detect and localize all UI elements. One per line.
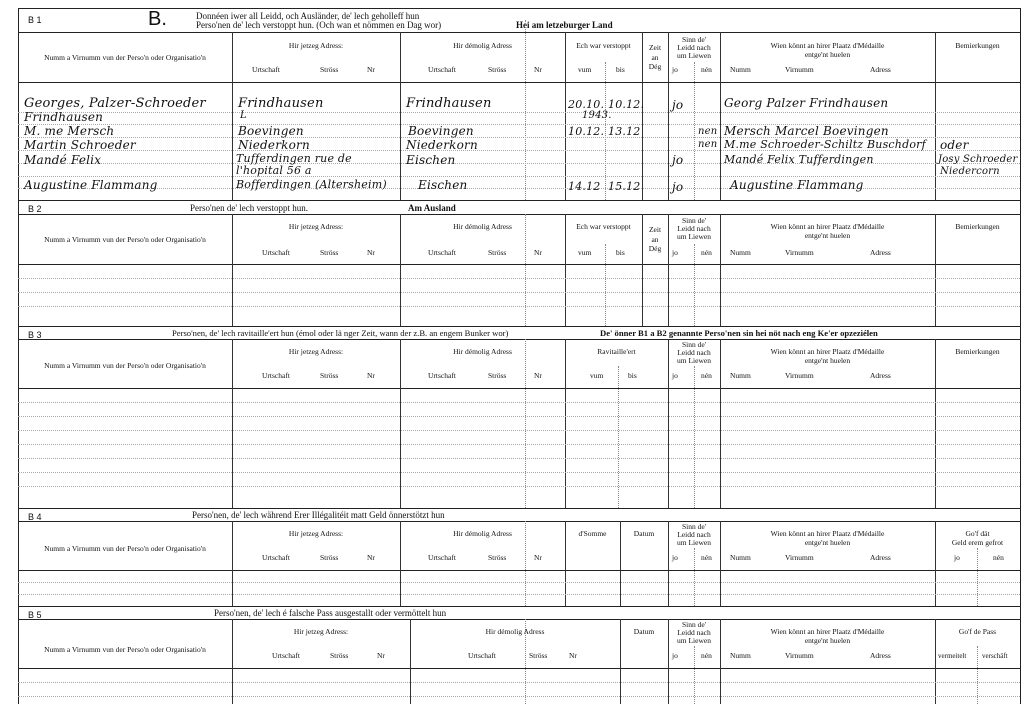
b1-entry: 15.12 xyxy=(608,180,641,193)
b3-col xyxy=(525,339,526,508)
b4-numm: Numm xyxy=(730,553,751,562)
b1-name-header: Numm a Virnumm vun der Perso'n oder Organisatio'n xyxy=(44,53,206,62)
b3-header-rule xyxy=(18,339,1020,340)
b1-entry: l'hopital 56 a xyxy=(236,164,312,177)
b1-entry: Eischen xyxy=(406,153,456,167)
b1-entry: Georges, Palzer-Schroeder xyxy=(24,96,206,111)
b1-col xyxy=(605,62,606,200)
b1-entry: Boevingen xyxy=(238,124,304,138)
b4-bottom-rule xyxy=(18,606,1020,607)
b1-zeit: an xyxy=(651,53,659,62)
b2-nr: Nr xyxy=(367,248,375,257)
b1-subheader-rule xyxy=(18,82,1020,83)
b1-entry: 14.12 xyxy=(568,180,601,193)
b1-former-address-header: Hir démolig Adress xyxy=(453,41,512,50)
b1-col xyxy=(935,32,936,200)
b2-zeit: Dég xyxy=(648,244,662,253)
b3-label: B 3 xyxy=(28,330,42,340)
b2-urtschaft: Urtschaft xyxy=(428,248,456,257)
b2-title-where: Am Ausland xyxy=(408,203,456,213)
b1-entry: Boevingen xyxy=(408,124,474,138)
b4-subheader-rule xyxy=(18,570,1020,571)
b1-bemierkungen: Bemierkungen xyxy=(955,41,1000,50)
b1-title-line2: Perso'nen de' lech verstoppt hun. (Och wan et nömmen en Dag wor) xyxy=(196,20,442,30)
b4-former: Hir démolig Adress xyxy=(453,529,512,538)
b4-sinn: Sinn de' xyxy=(681,522,707,531)
b1-entry: 20.10. xyxy=(568,98,605,111)
b2-stross: Ströss xyxy=(488,248,507,257)
b1-col xyxy=(694,62,695,200)
b1-medal: entge'nt huelen xyxy=(804,50,851,59)
b3-subheader-rule xyxy=(18,388,1020,389)
b1-entry: Tufferdingen rue de xyxy=(236,152,352,165)
b3-vum: vum xyxy=(590,371,604,380)
b1-entry: Bofferdingen (Altersheim) xyxy=(236,178,387,191)
b3-current: Hir jetzeg Adress: xyxy=(288,347,344,356)
b3-virnumm: Virnumm xyxy=(785,371,814,380)
b1-top-rule xyxy=(18,8,1020,9)
b3-rowline xyxy=(18,458,1020,459)
b5-vermeitelt: vermeitelt xyxy=(938,652,967,660)
b1-entry: 1943. xyxy=(582,110,612,121)
b2-numm: Numm xyxy=(730,248,751,257)
b5-datum: Datum xyxy=(633,627,655,636)
b2-bottom-rule xyxy=(18,326,1020,327)
b2-bis: bis xyxy=(616,248,625,257)
b3-former: Hir démolig Adress xyxy=(453,347,512,356)
b3-nr: Nr xyxy=(534,371,542,380)
b4-rowline xyxy=(18,582,1020,583)
b3-urtschaft: Urtschaft xyxy=(262,371,290,380)
b3-title-note: De' önner B1 a B2 genannte Perso'nen sin hei nöt nach eng Ke'er opzeziélen xyxy=(600,328,878,338)
b4-medal: Wien könnt an hirer Plaatz d'Médaille xyxy=(770,529,885,538)
b5-sinn: um Liewen xyxy=(677,636,711,645)
b4-gof-jo: jo xyxy=(954,553,960,562)
b5-stross: Ströss xyxy=(330,651,349,660)
b2-subheader-rule xyxy=(18,264,1020,265)
b2-header-rule xyxy=(18,214,1020,215)
b3-rowline xyxy=(18,486,1020,487)
b1-entry: 13.12 xyxy=(608,125,641,138)
b1-urtschaft: Urtschaft xyxy=(428,65,456,74)
b1-rowline xyxy=(18,176,1020,177)
b5-header-rule xyxy=(18,619,1020,620)
b1-entry: Frindhausen xyxy=(406,96,492,111)
b2-rowline xyxy=(18,306,1020,307)
b1-entry: jo xyxy=(672,98,684,112)
b4-label: B 4 xyxy=(28,512,42,522)
b1-col xyxy=(232,32,233,200)
b4-somme: d'Somme xyxy=(578,529,607,538)
b5-numm: Numm xyxy=(730,651,751,660)
b2-adress: Adress xyxy=(870,248,891,257)
b1-entry: 10.12. xyxy=(568,125,605,138)
b3-nr: Nr xyxy=(367,371,375,380)
b1-col xyxy=(565,32,566,200)
b5-urtschaft: Urtschaft xyxy=(468,651,496,660)
b3-bottom-rule xyxy=(18,508,1020,509)
b5-gof-pass: Go'f de Pass xyxy=(958,627,997,636)
b4-title: Perso'nen, de' lech während Erer Illégalitéit matt Geld önnerstötzt hun xyxy=(192,510,445,520)
b2-stross: Ströss xyxy=(320,248,339,257)
b4-gof: Geld erem gefrot xyxy=(951,538,1004,547)
b3-col xyxy=(565,339,566,508)
b4-name-header: Numm a Virnumm vun der Perso'n oder Organisatio'n xyxy=(44,544,206,553)
b3-ravitailleert: Ravitaille'ert xyxy=(597,347,636,356)
b1-header-rule xyxy=(18,32,1020,33)
b1-title-where: Hei am letzeburger Land xyxy=(516,20,613,30)
b5-urtschaft: Urtschaft xyxy=(272,651,300,660)
b1-numm: Numm xyxy=(730,65,751,74)
b4-urtschaft: Urtschaft xyxy=(428,553,456,562)
b1-stross: Ströss xyxy=(488,65,507,74)
b3-rowline xyxy=(18,430,1020,431)
b4-medal: entge'nt huelen xyxy=(804,538,851,547)
b4-col xyxy=(694,548,695,606)
b1-entry: Niederkorn xyxy=(238,138,310,152)
b1-entry: Josy Schroeder xyxy=(938,154,1018,165)
b3-medal: entge'nt huelen xyxy=(804,356,851,365)
b2-nen: nén xyxy=(701,248,712,257)
b1-entry: jo xyxy=(672,153,684,167)
b3-urtschaft: Urtschaft xyxy=(428,371,456,380)
b2-medal: entge'nt huelen xyxy=(804,231,851,240)
b4-gof-nen: nén xyxy=(993,553,1004,562)
b2-virnumm: Virnumm xyxy=(785,248,814,257)
b3-rowline xyxy=(18,402,1020,403)
form-right-border xyxy=(1020,8,1021,704)
b1-vum: vum xyxy=(578,65,592,74)
b3-col xyxy=(935,339,936,508)
b3-bis: bis xyxy=(628,371,637,380)
b1-hidden-header: Ech war verstoppt xyxy=(576,41,631,50)
b5-virnumm: Virnumm xyxy=(785,651,814,660)
b4-col xyxy=(977,548,978,606)
b2-medal: Wien könnt an hirer Plaatz d'Médaille xyxy=(770,222,885,231)
b1-rowline xyxy=(18,188,1020,189)
b2-zeit: Zeit xyxy=(648,225,662,234)
b3-sinn: Leidd nach xyxy=(677,348,711,357)
b4-datum: Datum xyxy=(633,529,655,538)
b1-entry: nen xyxy=(698,139,718,150)
b1-entry: Georg Palzer Frindhausen xyxy=(724,96,889,110)
b1-entry: M.me Schroeder-Schiltz Buschdorf xyxy=(724,138,926,151)
b1-entry: Eischen xyxy=(418,178,468,192)
b4-header-rule xyxy=(18,521,1020,522)
b1-entry: Frindhausen xyxy=(24,110,104,124)
b4-nr: Nr xyxy=(534,553,542,562)
b4-rowline xyxy=(18,594,1020,595)
b5-nr: Nr xyxy=(377,651,385,660)
b3-col xyxy=(400,339,401,508)
b3-sinn: Sinn de' xyxy=(681,340,707,349)
b3-name-header: Numm a Virnumm vun der Perso'n oder Organisatio'n xyxy=(44,361,206,370)
b5-adress: Adress xyxy=(870,651,891,660)
b1-col xyxy=(400,32,401,200)
b4-urtschaft: Urtschaft xyxy=(262,553,290,562)
b1-urtschaft: Urtschaft xyxy=(252,65,280,74)
b4-current: Hir jetzeg Adress: xyxy=(288,529,344,538)
b5-sinn: Sinn de' xyxy=(681,620,707,629)
b1-bis: bis xyxy=(616,65,625,74)
b1-nr: Nr xyxy=(367,65,375,74)
b1-entry: L xyxy=(240,110,247,121)
b4-stross: Ströss xyxy=(320,553,339,562)
b5-rowline xyxy=(18,696,1020,697)
b1-entry: nen xyxy=(698,126,718,137)
b5-stross: Ströss xyxy=(529,651,548,660)
b2-urtschaft: Urtschaft xyxy=(262,248,290,257)
b1-label: B 1 xyxy=(28,15,42,25)
b1-entry: oder xyxy=(940,138,969,152)
b1-adress: Adress xyxy=(870,65,891,74)
b1-entry: jo xyxy=(672,180,684,194)
b1-zeit: Dég xyxy=(648,62,662,71)
b3-nen: nén xyxy=(701,371,712,380)
b3-sinn: um Liewen xyxy=(677,356,711,365)
b1-title-line1: Donnéen iwer all Leidd, och Ausländer, de' lech geholleff hun xyxy=(196,11,420,21)
b3-rowline xyxy=(18,444,1020,445)
b1-entry: Niedercorn xyxy=(940,166,1000,177)
b3-numm: Numm xyxy=(730,371,751,380)
b5-jo: jo xyxy=(672,651,678,660)
b2-name-header: Numm a Virnumm vun der Perso'n oder Organisatio'n xyxy=(44,235,206,244)
b3-rowline xyxy=(18,416,1020,417)
b1-rowline xyxy=(18,112,1020,113)
b2-rowline xyxy=(18,292,1020,293)
b4-adress: Adress xyxy=(870,553,891,562)
b2-zeit: an xyxy=(651,235,659,244)
b1-entry: M. me Mersch xyxy=(24,124,115,138)
b5-label: B 5 xyxy=(28,610,42,620)
b4-sinn: Leidd nach xyxy=(677,530,711,539)
b1-entry: Mandé Felix Tufferdingen xyxy=(724,153,874,166)
b1-nr: Nr xyxy=(534,65,542,74)
b3-col xyxy=(232,339,233,508)
b2-current: Hir jetzeg Adress: xyxy=(288,222,344,231)
b1-sinn: Leidd nach xyxy=(677,43,711,52)
b3-bemierkungen: Bemierkungen xyxy=(955,347,1000,356)
b3-rowline xyxy=(18,472,1020,473)
b1-entry: Frindhausen xyxy=(238,96,324,111)
b1-letter: B. xyxy=(148,8,167,30)
b5-rowline xyxy=(18,682,1020,683)
b4-sinn: um Liewen xyxy=(677,538,711,547)
b5-title: Perso'nen, de' lech é falsche Pass ausgestallt oder vermöttelt hun xyxy=(214,608,447,618)
b4-gof: Go'f dät xyxy=(965,529,990,538)
b1-zeit: Zeit xyxy=(648,43,662,52)
b2-col xyxy=(605,244,606,326)
b5-subheader-rule xyxy=(18,668,1020,669)
b2-hidden: Ech war verstoppt xyxy=(576,222,631,231)
b2-sinn: um Liewen xyxy=(677,232,711,241)
b3-stross: Ströss xyxy=(488,371,507,380)
b1-stross: Ströss xyxy=(320,65,339,74)
b1-jo: jo xyxy=(672,65,678,74)
b4-virnumm: Virnumm xyxy=(785,553,814,562)
b1-nen: nén xyxy=(701,65,712,74)
b5-former: Hir démolig Adress xyxy=(485,627,545,636)
b2-col xyxy=(694,244,695,326)
b1-current-address-header: Hir jetzeg Adress: xyxy=(288,41,344,50)
b1-bottom-rule xyxy=(18,200,1020,201)
b1-entry: Augustine Flammang xyxy=(730,178,864,192)
b4-nen: nén xyxy=(701,553,712,562)
b2-rowline xyxy=(18,278,1020,279)
b1-entry: Martin Schroeder xyxy=(24,138,136,152)
b3-medal: Wien könnt an hirer Plaatz d'Médaille xyxy=(770,347,885,356)
b1-medal: Wien könnt an hirer Plaatz d'Médaille xyxy=(770,41,885,50)
b2-vum: vum xyxy=(578,248,592,257)
b2-former: Hir démolig Adress xyxy=(453,222,512,231)
b2-sinn: Leidd nach xyxy=(677,224,711,233)
b2-jo: jo xyxy=(672,248,678,257)
b2-label: B 2 xyxy=(28,204,42,214)
b3-stross: Ströss xyxy=(320,371,339,380)
b5-nr: Nr xyxy=(569,651,577,660)
b4-stross: Ströss xyxy=(488,553,507,562)
b3-adress: Adress xyxy=(870,371,891,380)
b5-medal: entge'nt huelen xyxy=(804,636,851,645)
b5-sinn: Leidd nach xyxy=(677,628,711,637)
b2-nr: Nr xyxy=(534,248,542,257)
b1-sinn: Sinn de' xyxy=(681,35,707,44)
b5-medal: Wien könnt an hirer Plaatz d'Médaille xyxy=(770,627,885,636)
b4-nr: Nr xyxy=(367,553,375,562)
b2-title: Perso'nen de' lech verstoppt hun. xyxy=(190,203,308,213)
b1-virnumm: Virnumm xyxy=(785,65,814,74)
b5-name-header: Numm a Virnumm vun der Perso'n oder Organisatio'n xyxy=(44,645,206,654)
b1-entry: 10.12. xyxy=(608,98,645,111)
b4-jo: jo xyxy=(672,553,678,562)
b1-entry: Augustine Flammang xyxy=(24,178,158,192)
b1-entry: Mersch Marcel Boevingen xyxy=(724,124,889,138)
b1-entry: Mandé Felix xyxy=(24,153,102,167)
b2-bemierkungen: Bemierkungen xyxy=(955,222,1000,231)
b5-verschaft: verschäft xyxy=(982,652,1008,660)
b3-jo: jo xyxy=(672,371,678,380)
b3-title: Perso'nen, de' lech ravitaille'ert hun (émol oder lä nger Zeit, wann der z.B. an engem Bunker wor) xyxy=(172,328,509,338)
b1-entry: Niederkorn xyxy=(406,138,478,152)
b5-nen: nén xyxy=(701,651,712,660)
b2-sinn: Sinn de' xyxy=(681,216,707,225)
b5-current: Hir jetzeg Adress: xyxy=(293,627,349,636)
b1-sinn: um Liewen xyxy=(677,51,711,60)
